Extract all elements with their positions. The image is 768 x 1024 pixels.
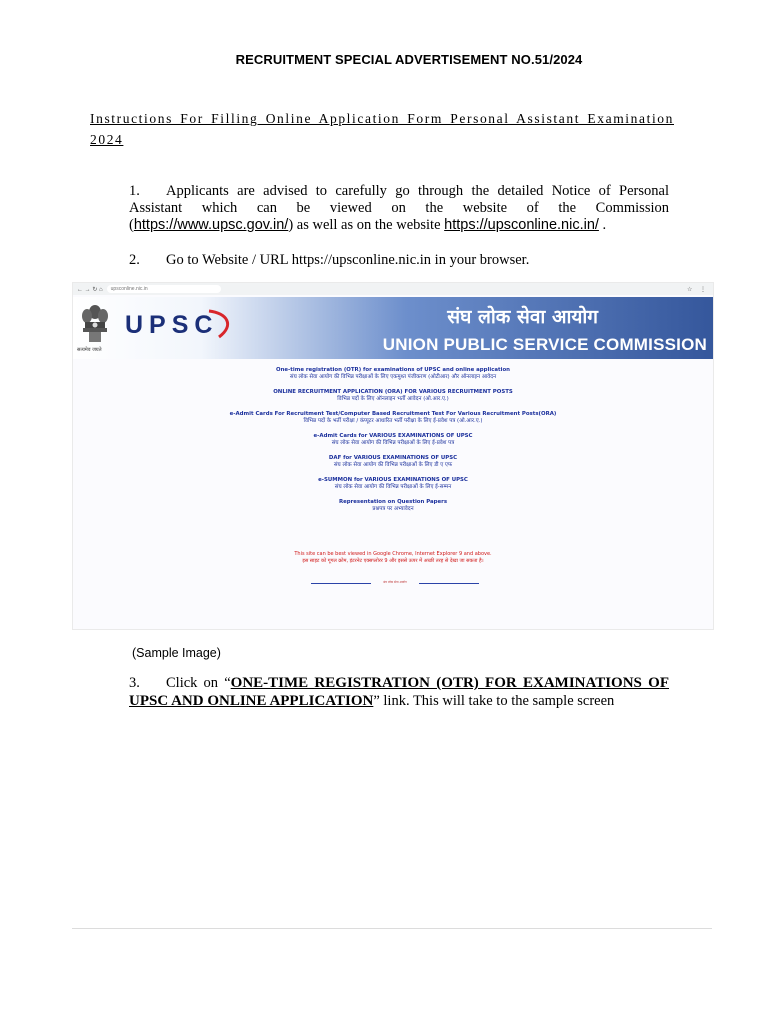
daf-link-block[interactable] xyxy=(73,455,713,469)
portal-links xyxy=(73,367,713,521)
otr-link-block[interactable] xyxy=(73,367,713,381)
esummon-link-hindi[interactable]: संघ लोक सेवा आयोग की विभिन्न परीक्षाओं के लिए ई-सम्मन xyxy=(334,484,452,490)
step-1 xyxy=(129,183,669,234)
upsc-gov-link[interactable]: https://www.upsc.gov.in/ xyxy=(133,217,289,233)
page-footer-rule xyxy=(72,928,712,929)
sample-screenshot xyxy=(72,282,714,630)
upsconline-link[interactable]: https://upsconline.nic.in/ xyxy=(444,217,599,233)
sample-image-caption: (Sample Image) xyxy=(132,646,221,660)
browser-menu-icons: ☆ ⋮ xyxy=(686,286,709,293)
step-3-text-a: Click on “ xyxy=(166,675,231,691)
national-emblem-icon xyxy=(79,302,111,346)
step-1-text-c: . xyxy=(598,217,607,233)
step-2-number: 2. xyxy=(129,252,140,268)
daf-link[interactable]: DAF for VARIOUS EXAMINATIONS OF UPSC xyxy=(328,455,458,461)
esummon-link-block[interactable] xyxy=(73,477,713,491)
ora-link-block[interactable] xyxy=(73,389,713,403)
ora-link[interactable]: ONLINE RECRUITMENT APPLICATION (ORA) FOR VARIOUS RECRUITMENT POSTS xyxy=(273,389,513,395)
ora-admit-link-block[interactable] xyxy=(73,411,713,425)
step-2-text: Go to Website / URL https://upsconline.nic.in in your browser. xyxy=(166,252,530,268)
advertisement-header: RECRUITMENT SPECIAL ADVERTISEMENT NO.51/2024 xyxy=(235,52,583,67)
document-title: Instructions For Filling Online Application Form Personal Assistant Examination 2024 xyxy=(90,111,674,147)
english-commission-title: UNION PUBLIC SERVICE COMMISSION xyxy=(382,335,707,354)
browser-notice-english: This site can be best viewed in Google Chrome, Internet Explorer 9 and above. xyxy=(294,551,492,557)
daf-link-hindi[interactable]: संघ लोक सेवा आयोग की विभिन्न परीक्षाओं के लिए डी ए एफ xyxy=(333,462,453,468)
logo-swoosh-icon xyxy=(205,309,243,339)
representation-link[interactable]: Representation on Question Papers xyxy=(338,499,448,505)
ora-admit-card-link-hindi[interactable]: विभिन्न पदों के भर्ती परीक्षा / कंप्यूटर आधारित भर्ती परीक्षा के लिए ई-प्रवेश पत्र (ओ.आर.ए.) xyxy=(303,418,483,424)
otr-link[interactable]: One-time registration (OTR) for examinations of UPSC and online application xyxy=(275,367,511,373)
browser-nav-icons: ← → ↻ ⌂ xyxy=(77,286,103,293)
step-1-text-b: ) as well as on the website xyxy=(288,217,445,233)
step-1-number: 1. xyxy=(129,183,140,199)
esummon-link[interactable]: e-SUMMON for VARIOUS EXAMINATIONS OF UPSC xyxy=(318,477,468,483)
step-3 xyxy=(129,674,669,710)
step-3-number: 3. xyxy=(129,675,140,691)
otr-link-reference: ONE-TIME REGISTRATION (OTR) FOR EXAMINATIONS OF UPSC AND ONLINE APPLICATION xyxy=(129,675,669,709)
browser-notice-hindi: इस साइट को गूगल क्रोम, इंटरनेट एक्सप्लोरर 9 और इससे ऊपर में अच्छी तरह से देखा जा सकता है। xyxy=(302,558,484,564)
step-3-text-b: ” link. This will take to the sample screen xyxy=(373,693,615,709)
representation-link-block[interactable] xyxy=(73,499,713,513)
exam-admit-card-link[interactable]: e-Admit Cards for VARIOUS EXAMINATIONS OF UPSC xyxy=(313,433,473,439)
browser-url-box: upsconline.nic.in xyxy=(107,285,221,293)
upsc-banner xyxy=(73,297,713,359)
exam-admit-link-block[interactable] xyxy=(73,433,713,447)
representation-link-hindi[interactable]: प्रश्नपत्र पर अभ्यावेदन xyxy=(372,506,414,512)
upsc-logo-text: UPSC xyxy=(125,311,219,339)
otr-link-hindi[interactable]: संघ लोक सेवा आयोग की विभिन्न परीक्षाओं के लिए एकमुश्त पंजीकरण (ओटीआर) और ऑनलाइन आवेदन xyxy=(289,374,497,380)
ora-admit-card-link[interactable]: e-Admit Cards For Recruitment Test/Computer Based Recruitment Test For Various Recruitment Posts(ORA) xyxy=(229,411,557,417)
step-1-text-a: Applicants are advised to carefully go through the detailed Notice of Personal Assistant which can be viewed on the website of the Commission ( xyxy=(129,183,669,233)
hindi-commission-title: संघ लोक सेवा आयोग xyxy=(447,306,598,328)
emblem-caption: सत्यमेव जयते xyxy=(77,347,102,353)
browser-notice xyxy=(73,551,713,565)
step-2 xyxy=(129,252,669,269)
exam-admit-card-link-hindi[interactable]: संघ लोक सेवा आयोग की विभिन्न परीक्षाओं के लिए ई-प्रवेश पत्र xyxy=(331,440,455,446)
footer-text: संघ लोक सेवा आयोग xyxy=(371,580,419,586)
ora-link-hindi[interactable]: विभिन्न पदों के लिए ऑनलाइन भर्ती आवेदन (ओ.आर.ए.) xyxy=(337,396,449,402)
browser-bar xyxy=(73,283,713,295)
